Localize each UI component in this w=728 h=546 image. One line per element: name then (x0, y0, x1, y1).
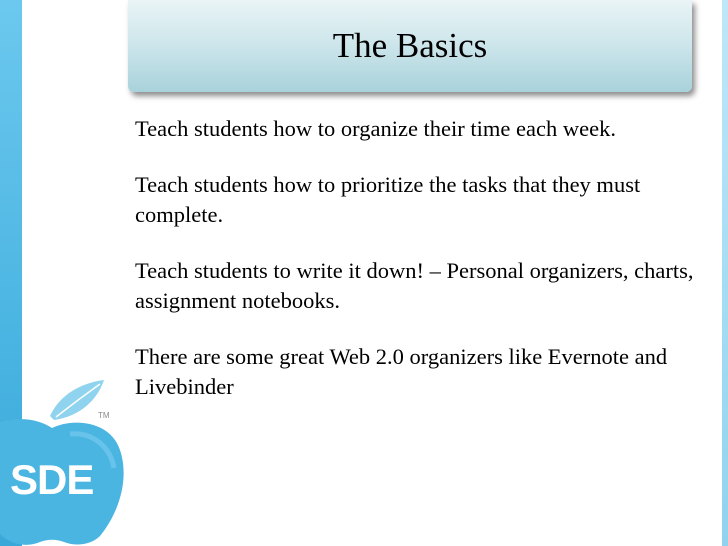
slide-title: The Basics (332, 26, 488, 65)
bullet-paragraph-3: Teach students to write it down! – Personal organizers, charts, assignment notebooks. (135, 258, 694, 313)
trademark-mark: TM (98, 411, 110, 420)
bullet-paragraph-4: There are some great Web 2.0 organizers like Evernote and Livebinder (135, 344, 668, 399)
bullet-paragraph-1: Teach students how to organize their time each week. (135, 116, 616, 141)
sde-logo (0, 376, 132, 546)
title-banner (128, 0, 692, 92)
logo-text: SDE (10, 456, 94, 503)
bullet-paragraph-2: Teach students how to prioritize the tasks that they must complete. (135, 172, 641, 227)
right-edge-strip (722, 0, 728, 546)
apple-leaf-icon (0, 376, 132, 546)
slide-body (135, 114, 695, 428)
